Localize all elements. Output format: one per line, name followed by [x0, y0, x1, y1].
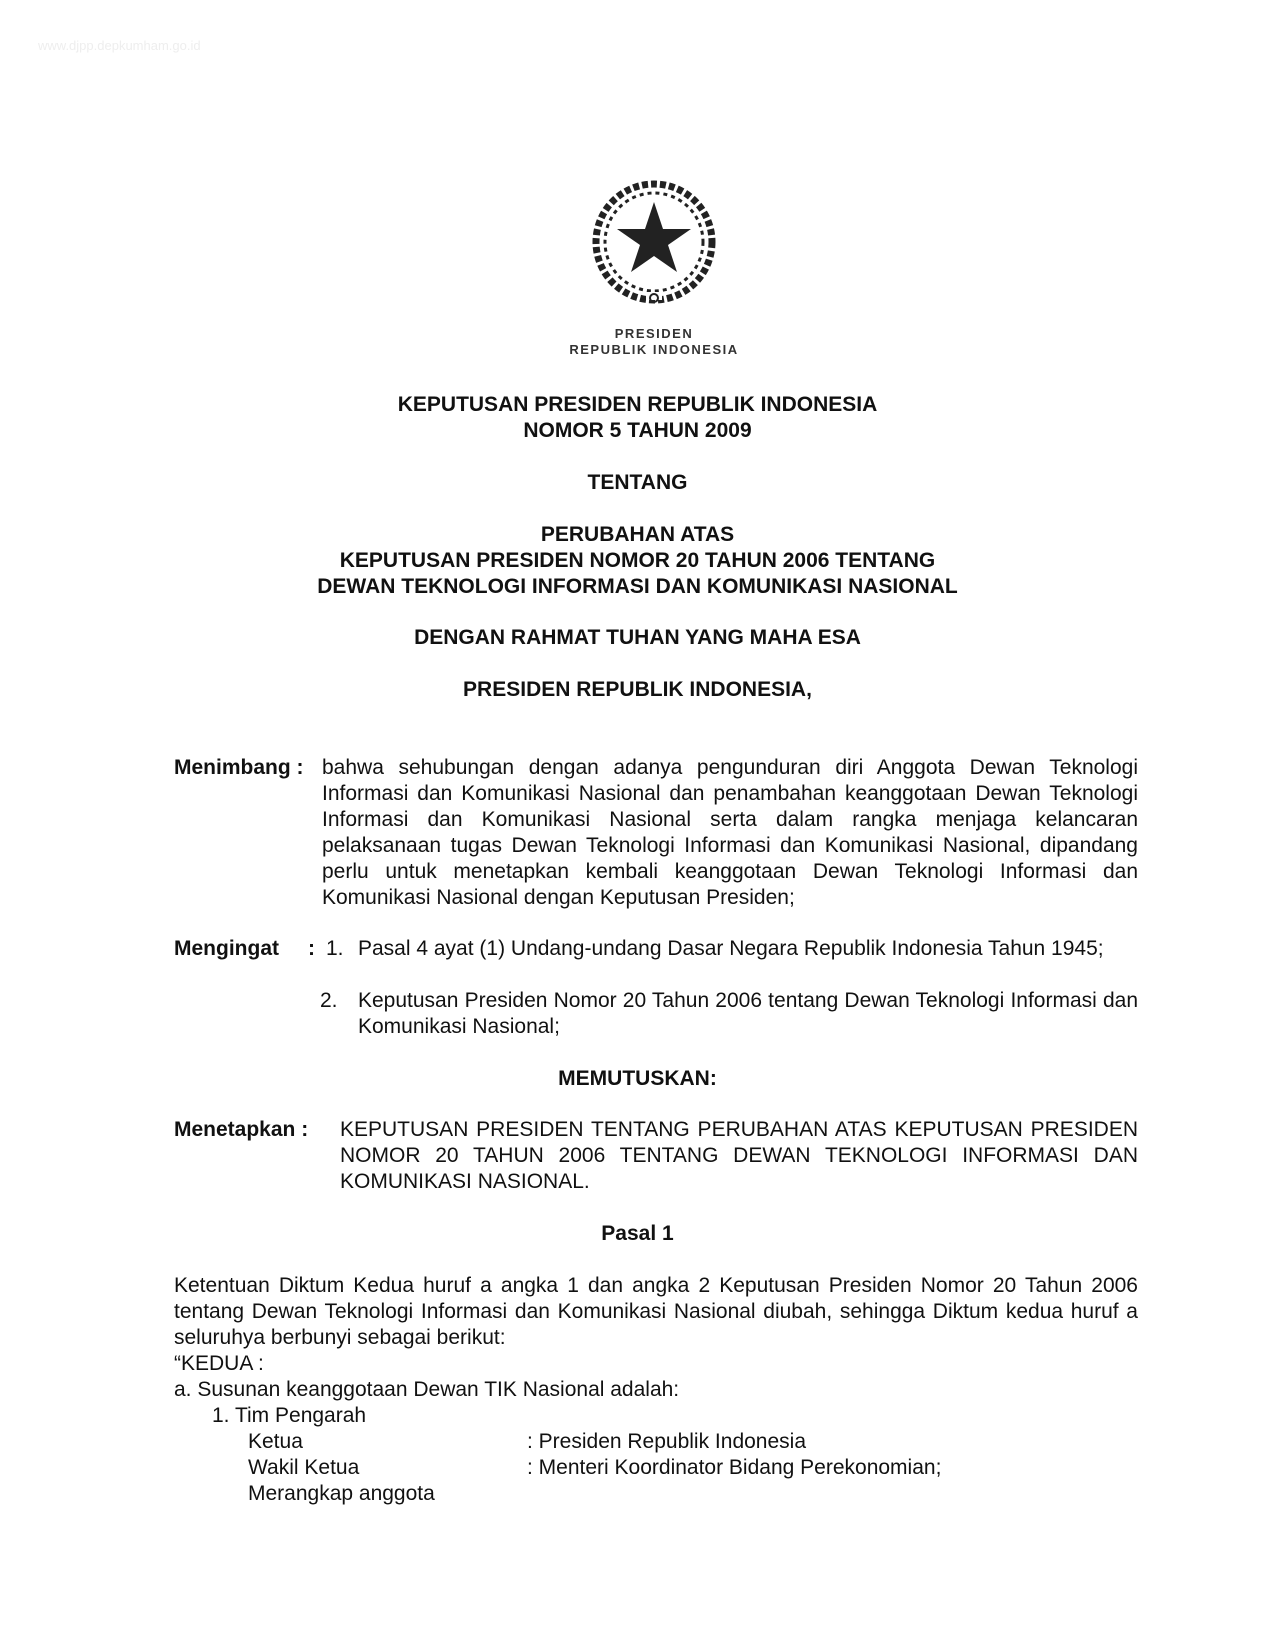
menetapkan-section — [174, 1117, 1138, 1195]
item-number: 2. — [320, 989, 338, 1012]
sub-item-1: 1. Tim Pengarah — [212, 1404, 367, 1427]
menimbang-section — [174, 755, 1138, 911]
mengingat-label: Mengingat — [174, 937, 279, 960]
document-title: KEPUTUSAN PRESIDEN REPUBLIK INDONESIA — [397, 393, 878, 416]
memutuskan-heading: MEMUTUSKAN: — [558, 1067, 717, 1090]
pasal-heading: Pasal 1 — [601, 1222, 674, 1245]
subject-line1: PERUBAHAN ATAS — [540, 523, 735, 546]
watermark: www.djpp.depkumham.go.id — [38, 38, 201, 53]
presidential-seal-emblem — [584, 174, 724, 314]
menimbang-label: Menimbang : — [174, 756, 304, 779]
menetapkan-label: Menetapkan : — [174, 1118, 309, 1141]
role-value: : Presiden Republik Indonesia — [527, 1430, 807, 1453]
role-label: Wakil Ketua — [248, 1456, 360, 1479]
presiden-line: PRESIDEN REPUBLIK INDONESIA, — [463, 678, 812, 701]
subject-line2: KEPUTUSAN PRESIDEN NOMOR 20 TAHUN 2006 TENTANG — [339, 549, 936, 572]
kedua-label: “KEDUA : — [174, 1352, 264, 1375]
tentang-heading: TENTANG — [587, 471, 688, 494]
item-text: Pasal 4 ayat (1) Undang-undang Dasar Negara Republik Indonesia Tahun 1945; — [358, 937, 1104, 960]
item-a: a. Susunan keanggotaan Dewan TIK Nasional adalah: — [174, 1378, 680, 1401]
subject-line3: DEWAN TEKNOLOGI INFORMASI DAN KOMUNIKASI NASIONAL — [317, 575, 958, 598]
mengingat-colon: : — [308, 937, 315, 960]
menimbang-text: bahwa sehubungan dengan adanya pengunduran diri Anggota Dewan Teknologi Informasi dan Komunikasi Nasional dan penambahan keanggotaan Dewan Teknologi Informasi dan Komunikasi Nasional serta dalam rangka menjaga kelancaran pelaksanaan tugas Dewan Teknologi Informasi dan Komunikasi Nasional, dipandang perlu untuk menetapkan kembali keanggotaan Dewan Teknologi Informasi dan Komunikasi Nasional dengan Keputusan Presiden; — [322, 756, 1138, 909]
role-label: Ketua — [248, 1430, 303, 1453]
rahmat-line: DENGAN RAHMAT TUHAN YANG MAHA ESA — [414, 626, 861, 649]
pasal-intro: Ketentuan Diktum Kedua huruf a angka 1 dan angka 2 Keputusan Presiden Nomor 20 Tahun 2006 tentang Dewan Teknologi Informasi dan Komunikasi Nasional diubah, sehingga Diktum kedua huruf a seluruhya berbunyi sebagai berikut: — [174, 1274, 1138, 1349]
item-text: Keputusan Presiden Nomor 20 Tahun 2006 tentang Dewan Teknologi Informasi dan Komunikasi Nasional; — [358, 989, 1138, 1038]
seal-line2: REPUBLIK INDONESIA — [569, 342, 739, 357]
seal-line1: PRESIDEN — [614, 326, 694, 341]
merangkap-label: Merangkap anggota — [248, 1482, 435, 1505]
document-number: NOMOR 5 TAHUN 2009 — [523, 419, 752, 442]
menetapkan-text: KEPUTUSAN PRESIDEN TENTANG PERUBAHAN ATAS KEPUTUSAN PRESIDEN NOMOR 20 TAHUN 2006 TENTANG DEWAN TEKNOLOGI INFORMASI DAN KOMUNIKASI NASIONAL. — [340, 1118, 1138, 1193]
item-number: 1. — [326, 937, 344, 960]
role-value: : Menteri Koordinator Bidang Perekonomian; — [527, 1456, 942, 1479]
mengingat-item — [326, 936, 1138, 962]
mengingat-item — [320, 988, 1138, 1040]
